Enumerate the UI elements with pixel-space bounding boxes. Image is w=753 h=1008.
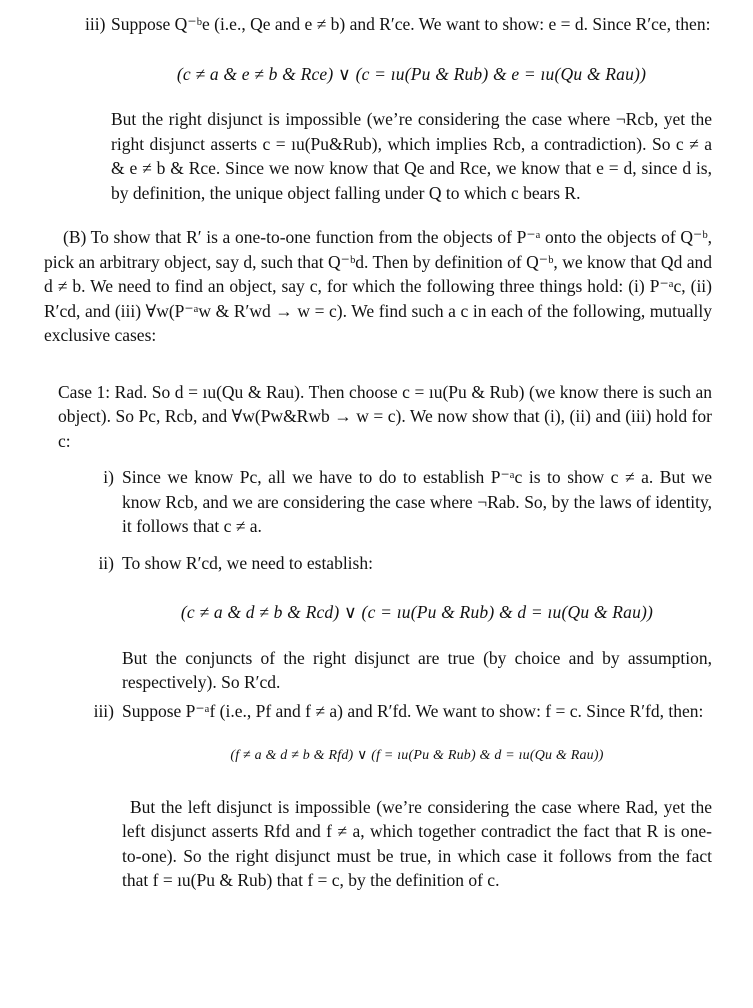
- list-item-ii: [93, 551, 712, 695]
- list-item-body: [122, 465, 712, 539]
- item-i-text: Since we know Pc, all we have to do to establish P⁻ᵃc is to show c ≠ a. But we know Rcb, and we are considering the case where ¬Rab. So, by the laws of identity, it follows that c ≠ a.: [122, 467, 712, 536]
- list-item-label: i): [103, 467, 114, 487]
- para-left-disjunct: But the left disjunct is impossible (we’re considering the case where Rad, yet the left disjunct asserts Rfd and f ≠ a, which together contradict the fact that R is one-to-one). So the right disjunct must be true, in which case it follows from the fact that f = ıu(Pu & Rub) that f = c, by the definition of c.: [122, 796, 712, 890]
- display-formula-rce: (c ≠ a & e ≠ b & Rce) ∨ (c = ıu(Pu & Rub) & e = ıu(Qu & Rau)): [176, 63, 647, 84]
- list-item-i: [93, 465, 712, 539]
- para-b: (B) To show that R′ is a one-to-one function from the objects of P⁻ᵃ onto the objects of Q⁻ᵇ, pick an arbitrary object, say d, such that Q⁻ᵇd. Then by definition of Q⁻ᵇ, we know that Qd and d ≠ b. We need to find an object, say c, for which the following three things hold: (i) P⁻ᵃc, (ii) R′cd, and (iii) ∀w(P⁻ᵃw & R′wd → w = c). We find such a c in each of the following, mutually exclusive cases:: [44, 227, 712, 345]
- para-case1: Case 1: Rad. So d = ıu(Qu & Rau). Then choose c = ıu(Pu & Rub) (we know there is such an object). So Pc, Rcb, and ∀w(Pw&Rwb → w = c). We now show that (i), (ii) and (iii) hold for c:: [58, 381, 712, 451]
- list-item-label: iii): [85, 14, 106, 34]
- list-item-label: iii): [93, 700, 114, 721]
- item-ii-text: To show R′cd, we need to establish:: [122, 552, 373, 573]
- list-item-body: [122, 699, 712, 893]
- list-item-label: ii): [98, 552, 114, 573]
- display-formula-rcd: (c ≠ a & d ≠ b & Rcd) ∨ (c = ıu(Pu & Rub) & d = ıu(Qu & Rau)): [180, 602, 654, 622]
- list-item-body: [122, 551, 712, 695]
- item-iii-bottom-text: Suppose P⁻ᵃf (i.e., Pf and f ≠ a) and R′fd. We want to show: f = c. Since R′fd, then:: [122, 700, 704, 721]
- para-conjuncts: But the conjuncts of the right disjunct are true (by choice and by assumption, respectively). So R′cd.: [122, 647, 712, 692]
- list-item-iii-bottom: [93, 699, 712, 893]
- list-item-body: [111, 12, 712, 205]
- list-item-iii-top: [85, 12, 712, 205]
- para-right-disjunct: But the right disjunct is impossible (we’re considering the case where ¬Rcb, yet the right disjunct asserts c = ıu(Pu&Rub), which implies Rcb, a contradiction). So c ≠ a & e ≠ b & Rce. Since we now know that Qe and Rce, we know that e = d, since d is, by definition, the unique object falling under Q to which c bears R.: [111, 109, 712, 203]
- item-iii-top-text: Suppose Q⁻ᵇe (i.e., Qe and e ≠ b) and R′ce. We want to show: e = d. Since R′ce, then:: [111, 14, 711, 34]
- display-formula-rfd: (f ≠ a & d ≠ b & Rfd) ∨ (f = ıu(Pu & Rub) & d = ıu(Qu & Rau)): [230, 748, 604, 763]
